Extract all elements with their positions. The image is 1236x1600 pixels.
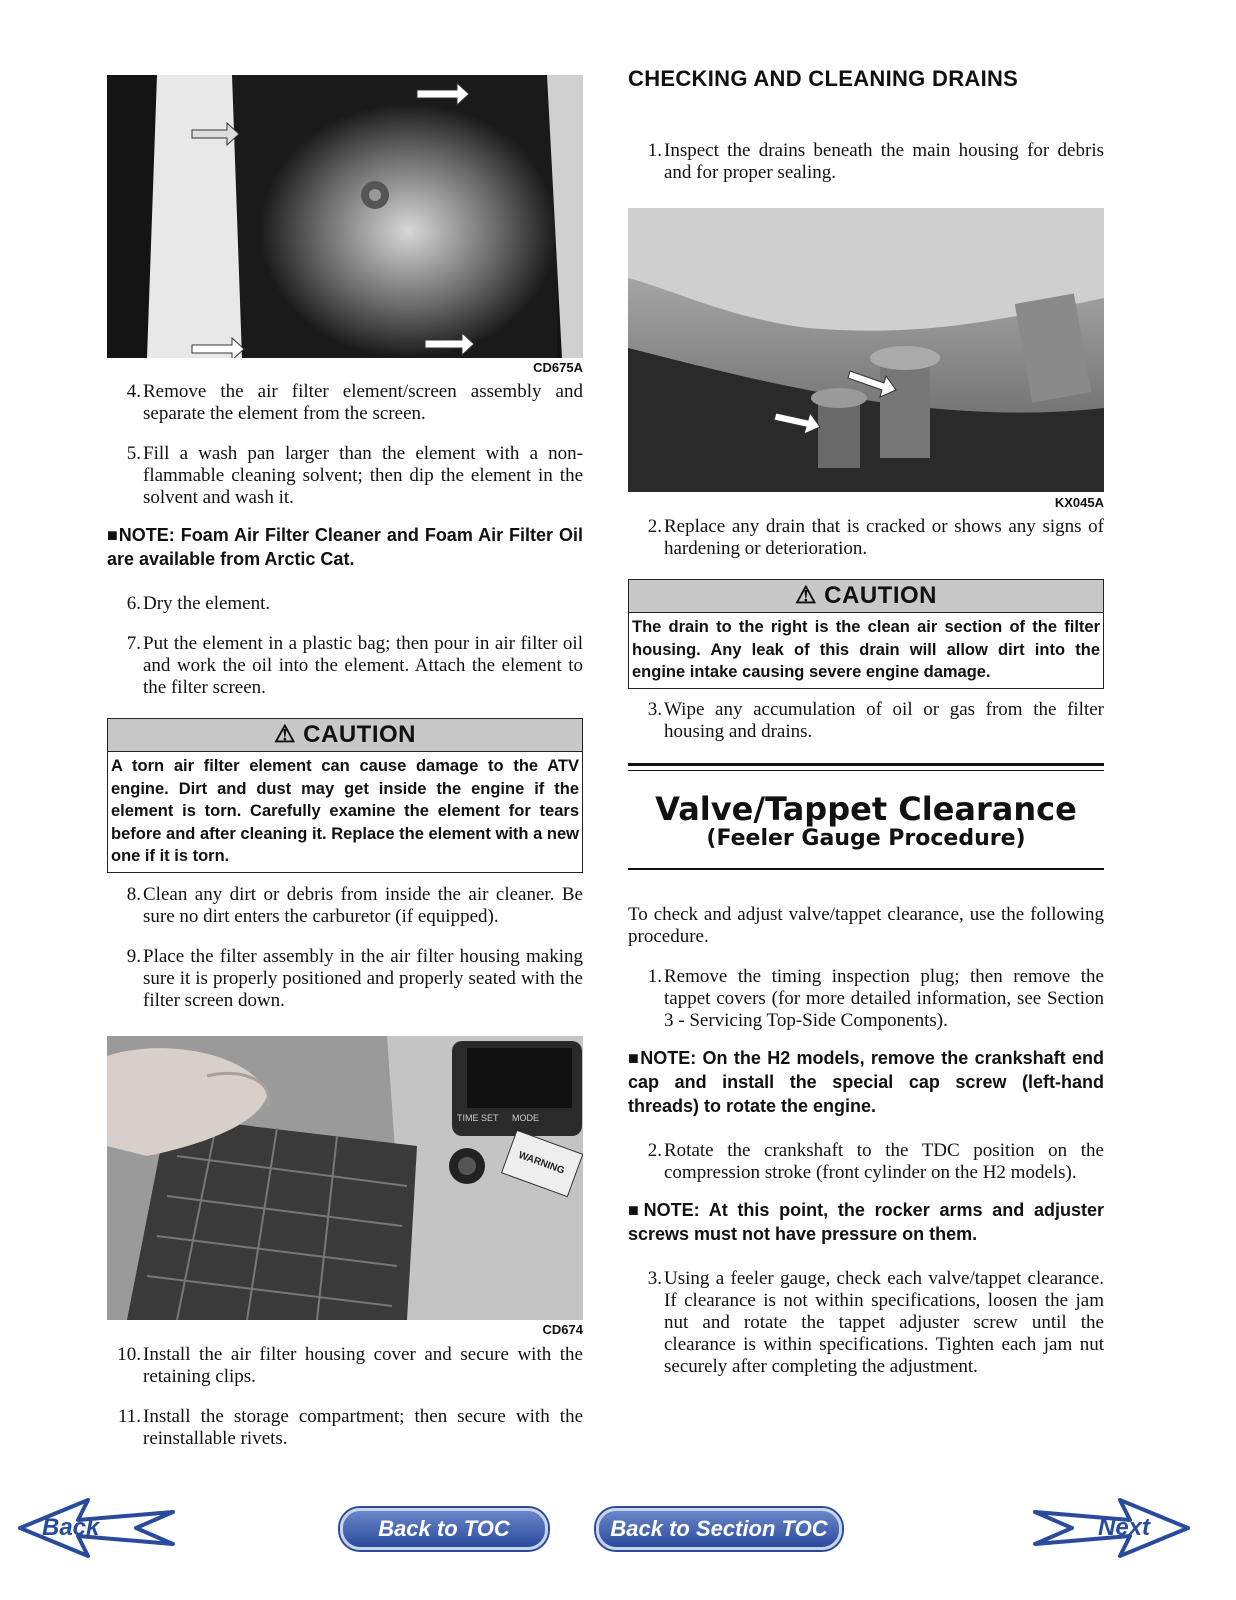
step-number: 1. — [647, 140, 662, 161]
list-item — [107, 884, 583, 928]
next-label: Next — [1098, 1514, 1151, 1541]
section-heading-drains: CHECKING AND CLEANING DRAINS — [628, 66, 1019, 91]
list-item — [628, 966, 1104, 1032]
step-text: Remove the air filter element/screen assembly and separate the element from the screen. — [143, 381, 583, 424]
back-button[interactable] — [18, 1498, 178, 1558]
list-item — [107, 593, 583, 615]
step-number: 2. — [647, 516, 662, 537]
step-number: 3. — [647, 699, 662, 720]
caution-text: The drain to the right is the clean air section of the filter housing. Any leak of this drain will allow dirt into the engine intake causing severe engine damage. — [632, 618, 1100, 681]
step-text: Dry the element. — [143, 593, 271, 614]
step-number: 6. — [126, 593, 141, 614]
photo-label-mode: MODE — [512, 1113, 539, 1123]
list-item — [628, 1140, 1104, 1184]
list-item — [107, 633, 583, 699]
step-text: Place the filter assembly in the air filter housing making sure it is properly positioned and properly seated with the filter screen down. — [143, 946, 583, 1011]
caution-title: ⚠ CAUTION — [629, 580, 1103, 613]
step-text: Remove the timing inspection plug; then remove the tappet covers (for more detailed information, see Section 3 - Servicing Top-Side Components). — [664, 966, 1104, 1031]
step-text: Wipe any accumulation of oil or gas from the filter housing and drains. — [664, 699, 1104, 742]
photo-air-filter-housing — [107, 75, 583, 358]
list-item — [107, 443, 583, 509]
step-text: Install the storage compartment; then secure with the reinstallable rivets. — [143, 1406, 583, 1449]
step-text: Replace any drain that is cracked or shows any signs of hardening or deterioration. — [664, 516, 1104, 559]
step-text: Put the element in a plastic bag; then pour in air filter oil and work the oil into the element. Attach the element to the filter screen. — [143, 633, 583, 698]
title-top-rule-thin — [628, 770, 1104, 771]
step-number: 10. — [117, 1344, 141, 1365]
step-number: 3. — [647, 1268, 662, 1289]
list-item — [107, 946, 583, 1012]
caution-box-drain — [628, 579, 1104, 689]
step-number: 2. — [647, 1140, 662, 1161]
back-to-section-toc-button[interactable]: Back to Section TOC — [596, 1508, 842, 1550]
photo-label-time-set: TIME SET — [457, 1113, 499, 1123]
title-top-rule — [628, 763, 1104, 766]
step-number: 8. — [126, 884, 141, 905]
note-foam-cleaner: ■NOTE: Foam Air Filter Cleaner and Foam Air Filter Oil are available from Arctic Cat. — [107, 525, 583, 569]
photo-filter-assembly — [107, 1036, 583, 1320]
photo-label-warning: WARNING — [516, 1149, 566, 1177]
next-button[interactable] — [1030, 1498, 1190, 1558]
step-number: 5. — [126, 443, 141, 464]
list-item — [628, 140, 1104, 184]
step-number: 9. — [126, 946, 141, 967]
caution-title: ⚠ CAUTION — [108, 719, 582, 752]
step-number: 11. — [117, 1406, 141, 1427]
step-number: 7. — [126, 633, 141, 654]
step-text: Clean any dirt or debris from inside the air cleaner. Be sure no dirt enters the carburetor (if equipped). — [143, 884, 583, 927]
page-subtitle: (Feeler Gauge Procedure) — [706, 826, 1026, 851]
back-label: Back — [42, 1514, 100, 1541]
photo-code-cd674: CD674 — [542, 1322, 583, 1337]
list-item — [628, 699, 1104, 743]
back-to-toc-button[interactable]: Back to TOC — [340, 1508, 548, 1550]
page-title: Valve/Tappet Clearance — [655, 790, 1077, 828]
step-number: 4. — [126, 381, 141, 402]
intro-paragraph: To check and adjust valve/tappet clearance, use the following procedure. — [628, 904, 1104, 947]
step-text: Fill a wash pan larger than the element with a non-flammable cleaning solvent; then dip the element in the solvent and wash it. — [143, 443, 583, 508]
step-text: Rotate the crankshaft to the TDC position on the compression stroke (front cylinder on the H2 models). — [664, 1140, 1104, 1183]
step-text: Using a feeler gauge, check each valve/tappet clearance. If clearance is not within specifications, loosen the jam nut and rotate the tappet adjuster screw until the clearance is within specifications. Tighten each jam nut securely after completing the adjustment. — [664, 1268, 1104, 1377]
step-text: Inspect the drains beneath the main housing for debris and for proper sealing. — [664, 140, 1104, 183]
photo-drains — [628, 208, 1104, 492]
list-item — [628, 516, 1104, 560]
title-bottom-rule — [628, 868, 1104, 870]
caution-box-torn-filter — [107, 718, 583, 873]
list-item — [107, 1406, 583, 1450]
caution-text: A torn air filter element can cause damage to the ATV engine. Dirt and dust may get inside the engine if the element is torn. Carefully examine the element for tears before and after cleaning it. Replace the element with a new one if it is torn. — [111, 757, 579, 865]
list-item — [107, 1344, 583, 1388]
note-rocker-arms: ■NOTE: At this point, the rocker arms and adjuster screws must not have pressure on them. — [628, 1200, 1104, 1244]
list-item — [107, 381, 583, 425]
step-number: 1. — [647, 966, 662, 987]
photo-code-kx045a: KX045A — [1054, 495, 1104, 510]
photo-code-cd675a: CD675A — [533, 360, 583, 375]
list-item — [628, 1268, 1104, 1400]
note-h2-models: ■NOTE: On the H2 models, remove the crankshaft end cap and install the special cap screw (left-hand threads) to rotate the engine. — [628, 1048, 1104, 1116]
step-text: Install the air filter housing cover and secure with the retaining clips. — [143, 1344, 583, 1387]
